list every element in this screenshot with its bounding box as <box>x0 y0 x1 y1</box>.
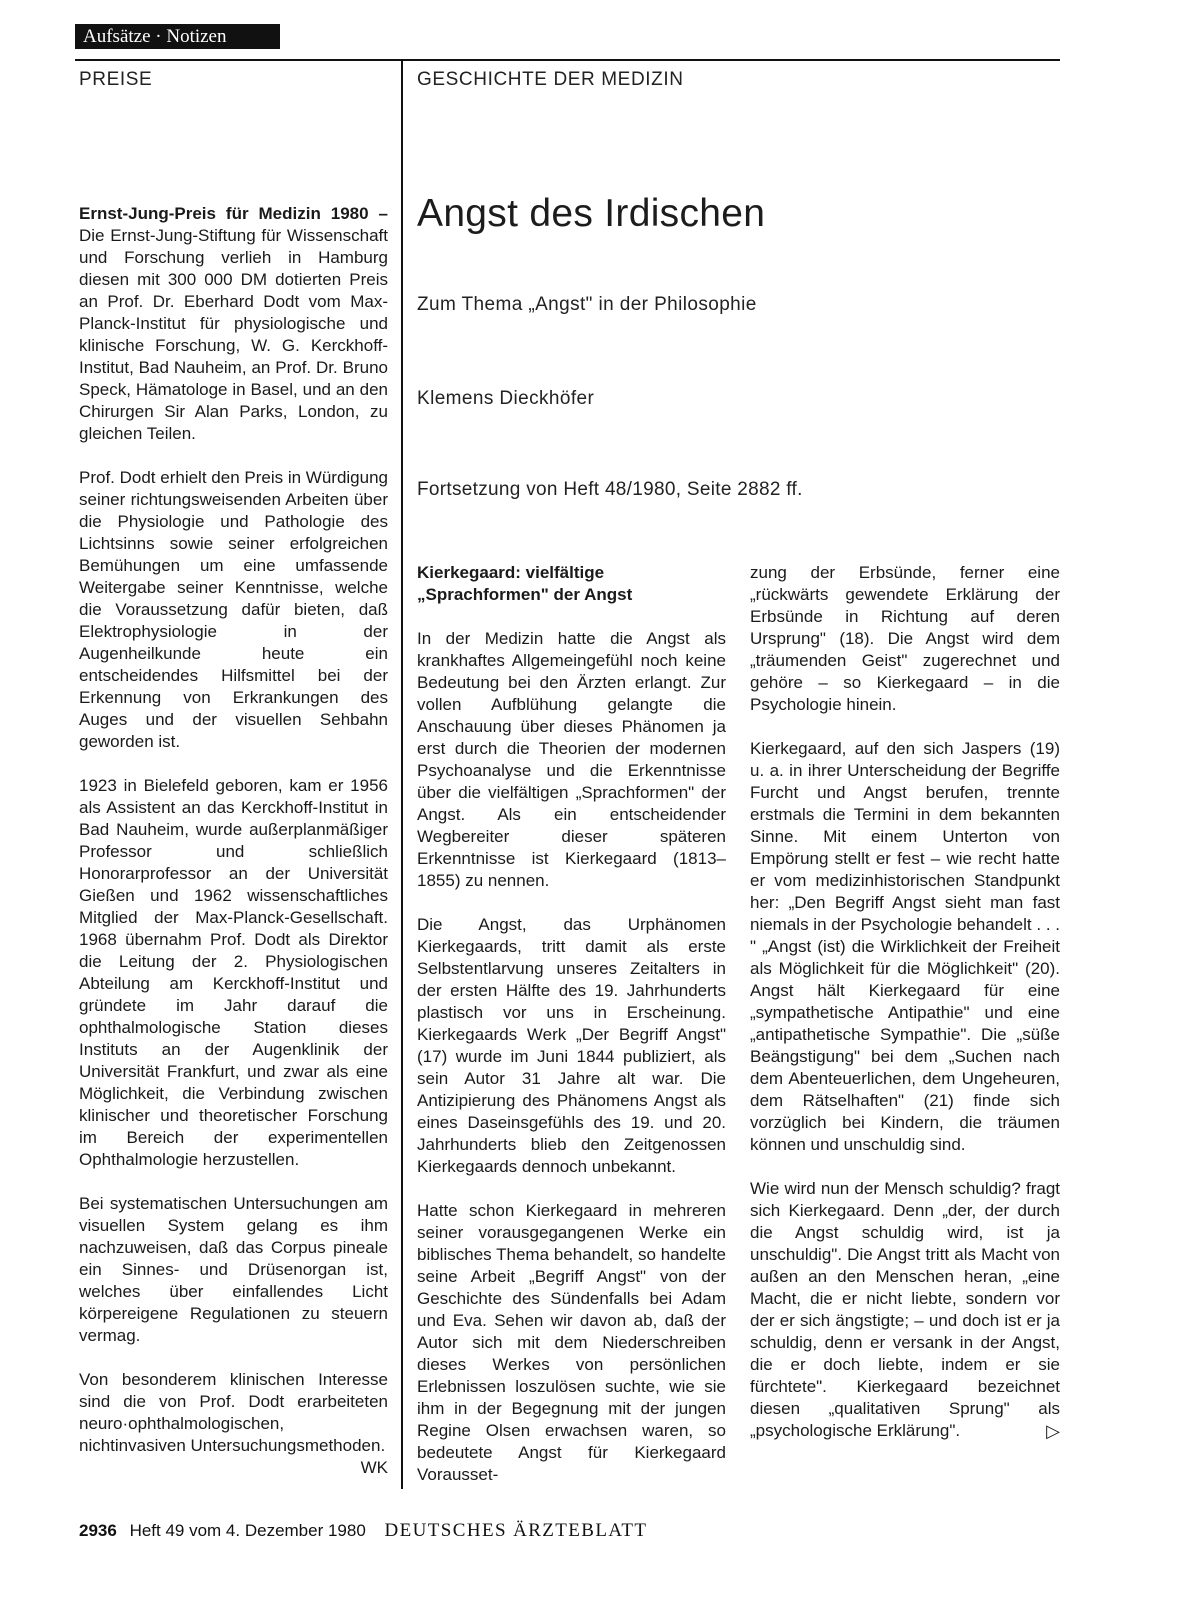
paragraph-text: Wie wird nun der Mensch schuldig? fragt sich Kierkegaard. Denn „der, der durch die Angst schuldig wird, ist ja unschuldig". Die Angst tritt als Macht von außen an den Menschen heran, „eine Macht, die er nicht liebte, sondern vor der er sich ängstigte; – und doch ist er ja schuldig, denn er versank in der Angst, die er doch liebte, indem er sie fürchtete". Kierkegaard bezeichnet diesen „qualitativen Sprung" als „psychologische Erklärung". <box>750 1179 1060 1440</box>
paragraph: In der Medizin hatte die Angst als krankhaftes Allgemeingefühl noch keine Bedeutung bei den Ärzten erlangt. Zur vollen Aufblühung gelangte die Anschauung über dieses Phänomen ja erst durch die Theorien der modernen Psychoanalyse und die Erkenntnisse über die vielfältigen „Sprachformen" der Angst. Als ein entscheidender Wegbereiter dieser späteren Erkenntnisse ist Kierkegaard (1813–1855) zu nennen. <box>417 629 726 890</box>
paragraph: Kierkegaard, auf den sich Jaspers (19) u. a. in ihrer Unterscheidung der Begriffe Furcht und Angst berufen, trennte erstmals die Termini in dem bekannten Sinne. Mit einem Unterton von Empörung stellt er fest – wie recht hatte er vom medizinhistorischen Standpunkt her: „Den Begriff Angst sieht man fast niemals in der Psychologie behandelt . . . " „Angst (ist) die Wirklichkeit der Freiheit als Möglichkeit für die Möglichkeit" (20). Angst hält Kierkegaard für eine „sympathetische Antipathie" und eine „antipathetische Sympathie". Die „süße Beängstigung" bei dem „Suchen nach dem Abenteuerlichen, dem Ungeheuren, dem Rätselhaften" (21) finde sich vorzüglich bei Kindern, die träumen können und unschuldig sind. <box>750 739 1060 1154</box>
page-footer <box>79 1520 647 1542</box>
paragraph-text: Die Ernst-Jung-Stiftung für Wissenschaft und Forschung verlieh in Hamburg diesen mit 300 000 DM dotierten Preis an Prof. Dr. Eberhard Dodt vom Max-Planck-Institut für physiologische und klinische Forschung, W. G. Kerckhoff-Institut, Bad Nauheim, an Prof. Dr. Bruno Speck, Hämatologe in Basel, und an den Chirurgen Sir Alan Parks, London, zu gleichen Teilen. <box>79 226 388 443</box>
paragraph: Bei systematischen Untersuchungen am visuellen System gelang es ihm nachzuweisen, daß das Corpus pineale ein Sinnes- und Drüsenorgan ist, welches über einfallendes Licht körpereigene Regulationen zu steuern vermag. <box>79 1194 388 1345</box>
masthead: DEUTSCHES ÄRZTEBLATT <box>384 1520 648 1541</box>
paragraph-lead: Ernst-Jung-Preis für Medizin 1980 – <box>79 204 388 223</box>
paragraph: Hatte schon Kierkegaard in mehreren seiner vorausgegangenen Werke ein biblisches Thema behandelt, so handelte seine Arbeit „Begriff Angst" von der Geschichte des Sündenfalls bei Adam und Eva. Sehen wir davon ab, daß der Autor sich mit dem Niederschreiben dieses Werkes von persönlichen Erlebnissen loszulösen suchte, wie sie ihm in der Begegnung mit der jungen Regine Olsen erwachsen waren, so bedeutete Angst für Kierkegaard Vorausset- <box>417 1201 726 1484</box>
left-section-label: PREISE <box>79 69 153 90</box>
subheading-line: Kierkegaard: vielfältige <box>417 563 605 582</box>
section-tag: Aufsätze · Notizen <box>75 24 280 49</box>
paragraph: 1923 in Bielefeld geboren, kam er 1956 als Assistent an das Kerckhoff-Institut in Bad Nauheim, wurde außerplanmäßiger Professor und schließlich Honorarprofessor an der Universität Gießen und 1962 wissenschaftliches Mitglied der Max-Planck-Gesellschaft. 1968 übernahm Prof. Dodt als Direktor die Leitung der 2. Physiologischen Abteilung am Kerckhoff-Institut und gründete im Jahr darauf die ophthalmologische Station dieses Instituts an der Augenklinik der Universität Frankfurt, und zwar als eine Möglichkeit, die Verbindung zwischen klinischer und theoretischer Forschung im Bereich der experimentellen Ophthalmologie herzustellen. <box>79 776 388 1169</box>
left-column-text <box>79 203 388 1479</box>
page-number: 2936 <box>79 1521 117 1540</box>
paragraph: Prof. Dodt erhielt den Preis in Würdigung seiner richtungsweisenden Arbeiten über die Physiologie und Pathologie des Lichtsinns sowie seiner erfolgreichen Bemühungen um eine umfassende Weitergabe seiner Kenntnisse, welche die Voraussetzung dafür bieten, daß Elektrophysiologie in der Augenheilkunde heute ein entscheidendes Hilfsmittel bei der Erkennung von Erkrankungen des Auges und der visuellen Sehbahn geworden ist. <box>79 468 388 751</box>
article-section-label: GESCHICHTE DER MEDIZIN <box>417 69 684 90</box>
continued-from: Fortsetzung von Heft 48/1980, Seite 2882 ff. <box>417 479 803 500</box>
subheading-line: „Sprachformen" der Angst <box>417 585 633 604</box>
article-column-2 <box>750 562 1060 1442</box>
article-column-1 <box>417 562 726 1486</box>
paragraph-text: Von besonderem klinischen Interesse sind die von Prof. Dodt erarbeiteten neuro·ophthalmologischen, nichtinvasiven Untersuchungsmethoden. <box>79 1370 388 1455</box>
continue-arrow-icon: ▷ <box>1046 1421 1060 1441</box>
signature: WK <box>360 1458 388 1477</box>
column-divider <box>401 59 403 1489</box>
paragraph: Die Angst, das Urphänomen Kierkegaards, tritt damit als erste Selbstentlarvung unseres Zeitalters in der ersten Hälfte des 19. Jahrhunderts plastisch vor uns in Erscheinung. Kierkegaards Werk „Der Begriff Angst" (17) wurde im Juni 1844 publiziert, als sein Autor 31 Jahre alt war. Die Antizipierung des Phänomens Angst als eines Daseinsgefühls des 19. und 20. Jahrhunderts blieb den Zeitgenossen Kierkegaards dennoch unbekannt. <box>417 915 726 1176</box>
article-subheading <box>417 562 726 606</box>
article-author: Klemens Dieckhöfer <box>417 388 595 409</box>
article-subtitle: Zum Thema „Angst" in der Philosophie <box>417 294 757 315</box>
paragraph <box>79 203 388 445</box>
paragraph <box>79 1369 388 1477</box>
paragraph: zung der Erbsünde, ferner eine „rückwärts gewendete Erklärung der Erbsünde in Richtung auf deren Ursprung" (18). Die Angst wird dem „träumenden Geist" zugerechnet und gehöre – so Kierkegaard – in die Psychologie hinein. <box>750 563 1060 714</box>
top-rule <box>75 59 1060 61</box>
article-title: Angst des Irdischen <box>417 192 766 235</box>
issue-info: Heft 49 vom 4. Dezember 1980 <box>129 1521 366 1540</box>
paragraph <box>750 1178 1060 1442</box>
